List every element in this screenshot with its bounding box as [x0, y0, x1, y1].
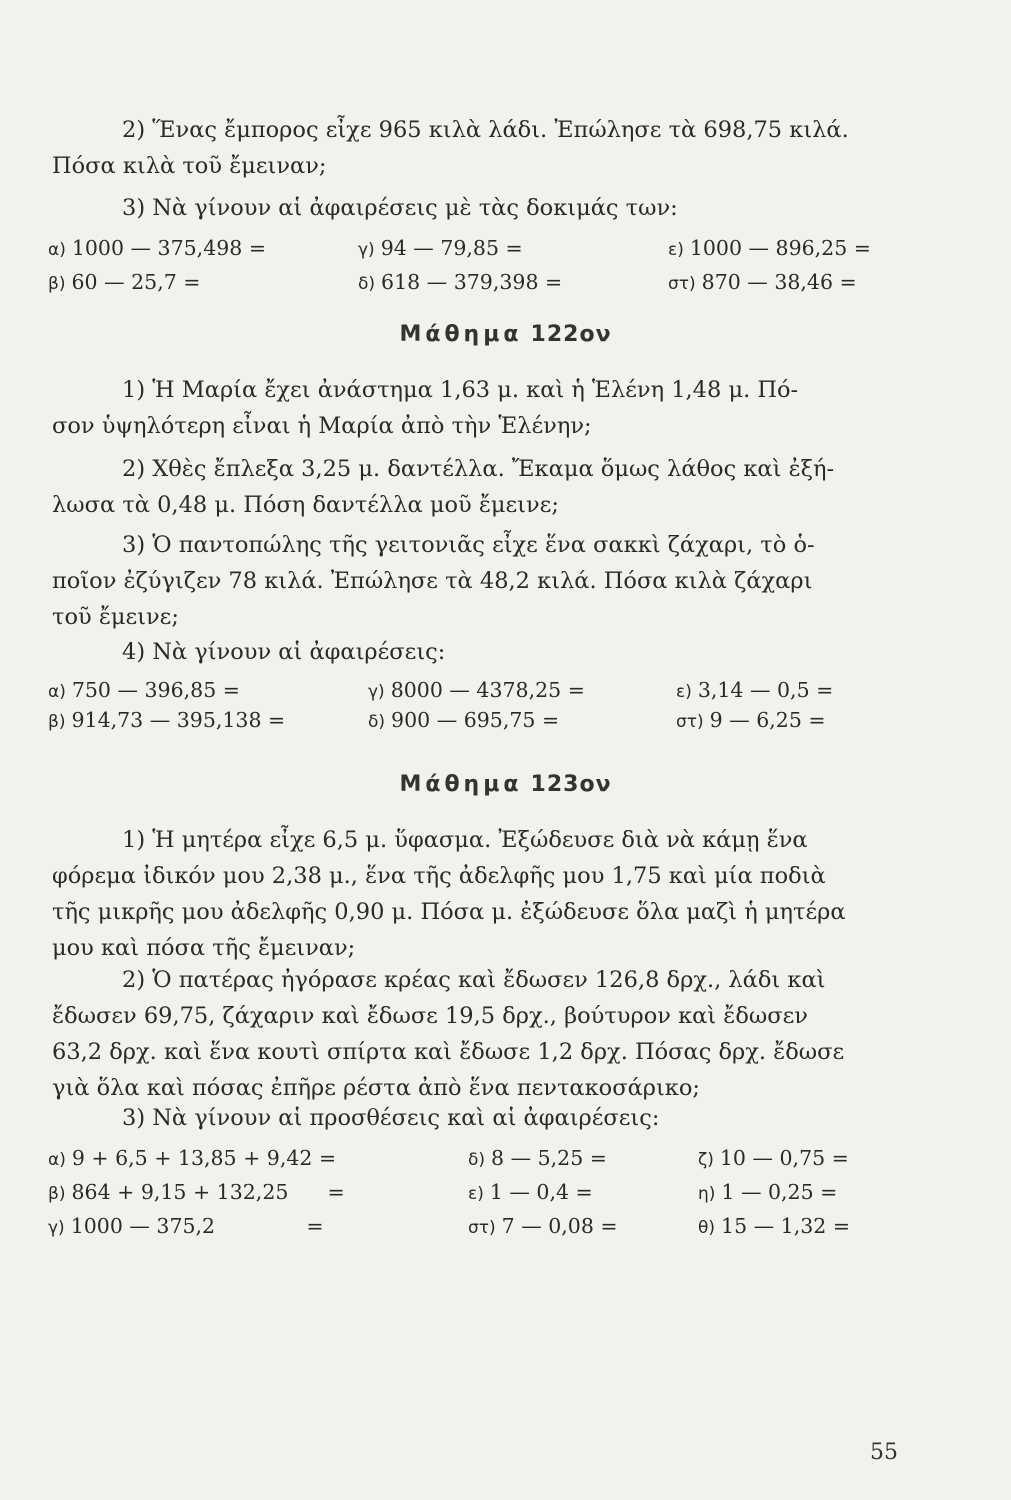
text-line: Πόσα κιλὰ τοῦ ἔμειναν; [52, 153, 327, 179]
heading-number: 123ον [530, 772, 612, 797]
exercise-label: στ) [668, 274, 696, 294]
exercise-row [48, 236, 908, 266]
text-line: 3) Νὰ γίνουν αἱ προσθέσεις καὶ αἱ ἀφαιρέσεις: [122, 1105, 660, 1131]
exercise-label: γ) [358, 240, 375, 260]
exercise-label: η) [698, 1184, 716, 1204]
text-line: 2) Χθὲς ἔπλεξα 3,25 μ. δαντέλλα. Ἔκαμα ὅμως λάθος καὶ ἐξή- [122, 456, 835, 482]
exercise-expression: 9 + 6,5 + 13,85 + 9,42 = [71, 1146, 337, 1170]
heading-word: Μάθημα [399, 322, 523, 347]
lesson-heading-123 [0, 772, 1011, 797]
instruction-paragraph [52, 1100, 902, 1136]
problem-2-paragraph [52, 962, 902, 1106]
text-line: 1) Ἡ μητέρα εἶχε 6,5 μ. ὕφασμα. Ἐξώδευσε διὰ νὰ κάμῃ ἕνα [122, 827, 808, 853]
exercise-label: γ) [368, 682, 385, 702]
exercise-expression: 15 — 1,32 = [721, 1214, 851, 1238]
exercise-item [698, 1180, 837, 1204]
exercise-expression: 618 — 379,398 = [381, 270, 563, 294]
text-line: μου καὶ πόσα τῆς ἔμειναν; [52, 935, 356, 961]
text-line: 1) Ἡ Μαρία ἔχει ἀνάστημα 1,63 μ. καὶ ἡ Ἑλένη 1,48 μ. Πό- [122, 377, 799, 403]
exercise-expression: 914,73 — 395,138 = [71, 708, 286, 732]
exercise-expression: 3,14 — 0,5 = [697, 678, 834, 702]
exercise-label: ε) [676, 682, 692, 702]
exercise-expression: 864 + 9,15 + 132,25 = [71, 1180, 345, 1204]
exercise-label: α) [48, 1150, 66, 1170]
exercise-label: γ) [48, 1218, 65, 1238]
exercise-item [48, 1180, 345, 1204]
text-line: ἔδωσεν 69,75, ζάχαριν καὶ ἔδωσε 19,5 δρχ., βούτυρον καὶ ἔδωσεν [52, 1003, 808, 1029]
text-line: σον ὑψηλότερη εἶναι ἡ Μαρία ἀπὸ τὴν Ἑλένην; [52, 413, 592, 439]
exercise-label: θ) [698, 1218, 716, 1238]
exercise-label: β) [48, 1184, 66, 1204]
exercise-row [48, 270, 908, 300]
exercise-label: δ) [468, 1150, 486, 1170]
text-line: 2) Ὁ πατέρας ἠγόρασε κρέας καὶ ἔδωσεν 126,8 δρχ., λάδι καὶ [122, 967, 826, 993]
exercise-label: α) [48, 240, 66, 260]
exercise-item [358, 270, 562, 294]
text-line: λωσα τὰ 0,48 μ. Πόση δαντέλλα μοῦ ἔμεινε; [52, 492, 559, 518]
exercise-item [358, 236, 523, 260]
exercise-expression: 1000 — 375,2 = [70, 1214, 324, 1238]
exercise-expression: 8 — 5,25 = [491, 1146, 607, 1170]
problem-2-paragraph [52, 451, 902, 523]
text-line: τῆς μικρῆς μου ἀδελφῆς 0,90 μ. Πόσα μ. ἐξώδευσε ὅλα μαζὶ ἡ μητέρα [52, 899, 846, 925]
lesson-heading-122 [0, 322, 1011, 347]
exercise-label: στ) [676, 712, 704, 732]
exercise-label: δ) [358, 274, 376, 294]
exercise-expression: 870 — 38,46 = [701, 270, 857, 294]
exercise-item [48, 270, 200, 294]
exercise-item [468, 1146, 607, 1170]
exercise-expression: 1000 — 375,498 = [71, 236, 267, 260]
exercise-item [468, 1214, 618, 1238]
text-line: τοῦ ἔμεινε; [52, 604, 179, 630]
problem-3-paragraph [52, 527, 902, 635]
exercise-row [48, 678, 908, 708]
problem-1-paragraph [52, 822, 902, 966]
exercise-item [676, 708, 826, 732]
exercise-expression: 900 — 695,75 = [391, 708, 560, 732]
text-line: 63,2 δρχ. καὶ ἕνα κουτὶ σπίρτα καὶ ἔδωσε 1,2 δρχ. Πόσας δρχ. ἔδωσε [52, 1039, 845, 1065]
text-line: 3) Ὁ παντοπώλης τῆς γειτονιᾶς εἶχε ἕνα σακκὶ ζάχαρι, τὸ ὁ- [122, 532, 815, 558]
exercise-item [48, 236, 266, 260]
exercise-row [48, 708, 908, 738]
text-line: 3) Νὰ γίνουν αἱ ἀφαιρέσεις μὲ τὰς δοκιμάς των: [122, 195, 678, 221]
exercise-item [48, 1146, 336, 1170]
exercise-label: ε) [668, 240, 684, 260]
exercise-label: ζ) [698, 1150, 714, 1170]
exercise-item [48, 678, 240, 702]
exercise-item [668, 270, 857, 294]
problem-2-paragraph [52, 112, 902, 184]
exercise-item [468, 1180, 593, 1204]
exercise-item [368, 678, 585, 702]
heading-word: Μάθημα [399, 772, 523, 797]
exercise-item [676, 678, 833, 702]
exercise-item [668, 236, 871, 260]
exercise-label: ε) [468, 1184, 484, 1204]
exercise-label: στ) [468, 1218, 496, 1238]
text-line: γιὰ ὅλα καὶ πόσας ἐπῆρε ρέστα ἀπὸ ἕνα πεντακοσάρικο; [52, 1075, 700, 1101]
text-line: ποῖον ἐζύγιζεν 78 κιλά. Ἐπώλησε τὰ 48,2 κιλά. Πόσα κιλὰ ζάχαρι [52, 568, 813, 594]
text-line: 2) Ἕνας ἔμπορος εἶχε 965 κιλὰ λάδι. Ἐπώλησε τὰ 698,75 κιλά. [122, 117, 849, 143]
exercise-expression: 750 — 396,85 = [71, 678, 240, 702]
exercise-item [48, 1214, 324, 1238]
exercise-expression: 7 — 0,08 = [501, 1214, 618, 1238]
text-line: φόρεμα ἰδικόν μου 2,38 μ., ἕνα τῆς ἀδελφῆς μου 1,75 καὶ μία ποδιὰ [52, 863, 826, 889]
instruction-paragraph [52, 634, 902, 670]
exercise-label: β) [48, 274, 66, 294]
exercise-expression: 94 — 79,85 = [380, 236, 523, 260]
exercise-expression: 1000 — 896,25 = [689, 236, 871, 260]
exercise-row [48, 1214, 908, 1244]
exercise-item [368, 708, 559, 732]
text-line: 4) Νὰ γίνουν αἱ ἀφαιρέσεις: [122, 639, 446, 665]
exercise-label: β) [48, 712, 66, 732]
exercise-label: δ) [368, 712, 386, 732]
exercise-item [698, 1214, 850, 1238]
problem-1-paragraph [52, 372, 902, 444]
page-number: 55 [870, 1440, 898, 1465]
exercise-item [48, 708, 285, 732]
exercise-label: α) [48, 682, 66, 702]
exercise-expression: 1 — 0,25 = [721, 1180, 838, 1204]
exercise-expression: 8000 — 4378,25 = [390, 678, 585, 702]
heading-number: 122ον [530, 322, 612, 347]
exercise-item [698, 1146, 849, 1170]
exercise-expression: 60 — 25,7 = [71, 270, 201, 294]
exercise-expression: 1 — 0,4 = [489, 1180, 593, 1204]
instruction-paragraph [52, 190, 902, 226]
exercise-expression: 9 — 6,25 = [709, 708, 826, 732]
exercise-row [48, 1146, 908, 1176]
exercise-expression: 10 — 0,75 = [719, 1146, 849, 1170]
exercise-row [48, 1180, 908, 1210]
